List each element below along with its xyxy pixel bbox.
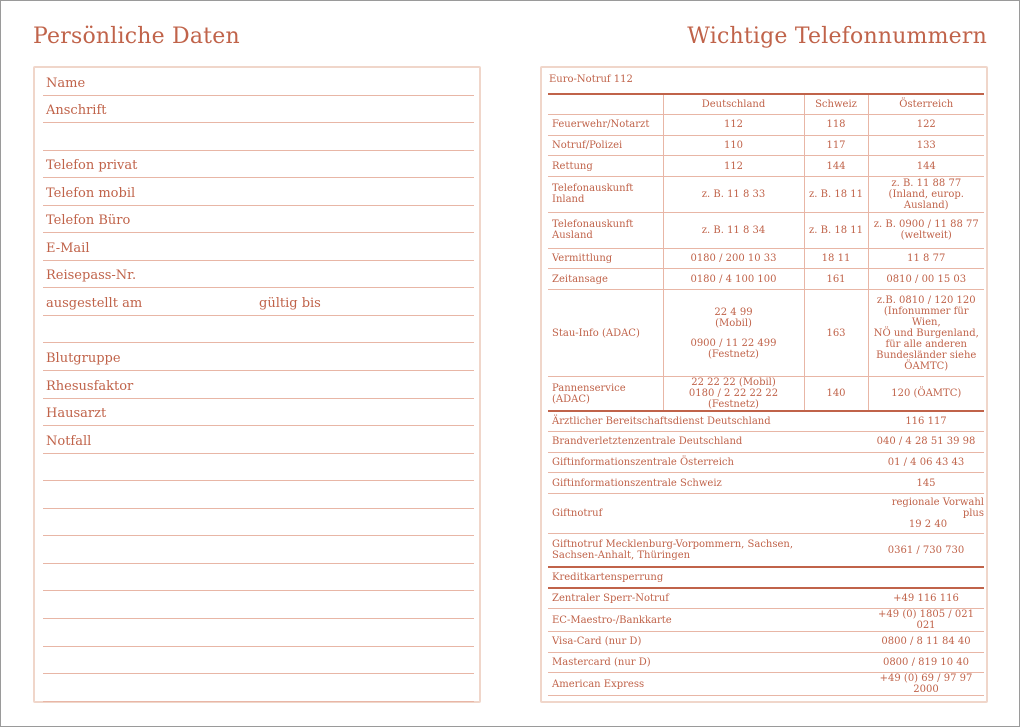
row-label: Mastercard (nur D) [548, 652, 868, 673]
form-line-label: Telefon mobil [46, 185, 136, 201]
form-line-label: Blutgruppe [46, 351, 121, 366]
cell-ch: 118 [804, 115, 868, 136]
header-cell [548, 94, 663, 115]
row-label: American Express [548, 673, 868, 696]
row-label: Giftinformationszentrale Schweiz [548, 473, 868, 494]
cell-at: 0810 / 00 15 03 [868, 269, 984, 290]
cell-ch: 163 [804, 290, 868, 377]
cell-de: 22 4 99 (Mobil) 0900 / 11 22 499 (Festnetz) [663, 290, 804, 377]
row-label: Giftinformationszentrale Österreich [548, 452, 868, 473]
row-label: Visa-Card (nur D) [548, 632, 868, 653]
table-row [548, 135, 984, 156]
row-label: EC-Maestro-/Bankkarte [548, 609, 868, 632]
form-line-label: Anschrift [46, 103, 107, 119]
cell-de: z. B. 11 8 34 [663, 212, 804, 248]
cell-ch: 161 [804, 269, 868, 290]
cell-de: 112 [663, 115, 804, 136]
table-row [548, 432, 984, 453]
table-row [548, 673, 984, 696]
right-page-title: Wichtige Telefonnummern [687, 24, 987, 49]
cell-at: 120 (ÖAMTC) [868, 377, 984, 412]
row-value: +49 116 116 [868, 588, 984, 609]
row-value: regionale Vorwahl plus 19 2 40 [868, 493, 984, 533]
table-row [548, 115, 984, 136]
cell-ch: 144 [804, 156, 868, 177]
cell-at: z.B. 0810 / 120 120 (Infonummer für Wien, NÖ und Burgenland, für alle anderen Bundesländer siehe ÖAMTC) [868, 290, 984, 377]
cell-at: 11 8 77 [868, 248, 984, 269]
form-line[interactable] [43, 68, 474, 96]
form-line[interactable] [43, 233, 474, 261]
form-line[interactable] [43, 316, 474, 344]
form-line[interactable] [43, 674, 474, 702]
form-line-label: ausgestellt am [46, 295, 143, 311]
table-row [548, 212, 984, 248]
cell-ch: 117 [804, 135, 868, 156]
form-line-label: Telefon Büro [46, 213, 131, 229]
table-row [548, 290, 984, 377]
row-value: +49 (0) 1805 / 021 021 [868, 609, 984, 632]
table-row [548, 269, 984, 290]
table-row [548, 473, 984, 494]
cell-de: 110 [663, 135, 804, 156]
cell-de: 0180 / 200 10 33 [663, 248, 804, 269]
table-row [548, 452, 984, 473]
form-line[interactable] [43, 536, 474, 564]
form-line-label: Telefon privat [46, 158, 138, 174]
row-value: 0361 / 730 730 [868, 533, 984, 567]
phone-table [548, 93, 984, 696]
form-line-label: Reisepass-Nr. [46, 268, 137, 284]
cell-at: z. B. 11 88 77 (Inland, europ. Ausland) [868, 176, 984, 212]
table-row [548, 156, 984, 177]
table-row [548, 632, 984, 653]
row-value: 040 / 4 28 51 39 98 [868, 432, 984, 453]
row-value: 116 117 [868, 411, 984, 432]
personal-data-form [33, 66, 481, 703]
kredit-heading: Kreditkartensperrung [548, 567, 984, 588]
cell-de: 0180 / 4 100 100 [663, 269, 804, 290]
form-line[interactable] [43, 426, 474, 454]
table-row [548, 652, 984, 673]
table-row [548, 533, 984, 567]
left-page-title: Persönliche Daten [33, 24, 240, 49]
header-cell: Schweiz [804, 94, 868, 115]
form-line[interactable] [43, 371, 474, 399]
form-line[interactable] [43, 564, 474, 592]
form-line[interactable] [43, 96, 474, 124]
form-line[interactable] [43, 151, 474, 179]
row-label: Giftnotruf [548, 493, 868, 533]
table-row [548, 377, 984, 412]
phone-numbers-box [540, 66, 988, 703]
cell-at: 133 [868, 135, 984, 156]
form-line[interactable] [43, 454, 474, 482]
row-label: Telefonauskunft Ausland [548, 212, 663, 248]
form-line[interactable] [43, 123, 474, 151]
form-line-label: Name [46, 75, 86, 91]
table-row [548, 609, 984, 632]
row-label: Brandverletztenzentrale Deutschland [548, 432, 868, 453]
row-label: Feuerwehr/Notarzt [548, 115, 663, 136]
row-value: +49 (0) 69 / 97 97 2000 [868, 673, 984, 696]
euro-notruf-heading: Euro-Notruf 112 [549, 74, 633, 85]
row-label: Rettung [548, 156, 663, 177]
kredit-heading-row [548, 567, 984, 588]
row-label: Notruf/Polizei [548, 135, 663, 156]
cell-ch: 140 [804, 377, 868, 412]
row-label: Ärztlicher Bereitschaftsdienst Deutschland [548, 411, 868, 432]
row-label: Zentraler Sperr-Notruf [548, 588, 868, 609]
row-label: Telefonauskunft Inland [548, 176, 663, 212]
table-header-row [548, 94, 984, 115]
form-line-label: Hausarzt [46, 406, 107, 422]
cell-at: z. B. 0900 / 11 88 77 (weltweit) [868, 212, 984, 248]
table-row [548, 493, 984, 533]
row-label: Zeitansage [548, 269, 663, 290]
header-cell: Deutschland [663, 94, 804, 115]
row-label: Pannenservice (ADAC) [548, 377, 663, 412]
header-cell: Österreich [868, 94, 984, 115]
form-line[interactable] [43, 481, 474, 509]
form-line-label: Rhesusfaktor [46, 378, 134, 394]
table-row [548, 588, 984, 609]
row-value: 01 / 4 06 43 43 [868, 452, 984, 473]
form-line-label: Notfall [46, 433, 92, 449]
cell-de: z. B. 11 8 33 [663, 176, 804, 212]
cell-ch: 18 11 [804, 248, 868, 269]
table-row [548, 411, 984, 432]
form-line[interactable] [43, 288, 474, 316]
form-line[interactable] [43, 591, 474, 619]
form-line[interactable] [43, 206, 474, 234]
row-value: 145 [868, 473, 984, 494]
row-label: Stau-Info (ADAC) [548, 290, 663, 377]
row-value: 0800 / 8 11 84 40 [868, 632, 984, 653]
form-line-label: E-Mail [46, 240, 90, 256]
cell-at: 144 [868, 156, 984, 177]
row-label: Vermittlung [548, 248, 663, 269]
table-row [548, 248, 984, 269]
row-value: 0800 / 819 10 40 [868, 652, 984, 673]
form-line[interactable] [43, 509, 474, 537]
cell-de: 112 [663, 156, 804, 177]
table-row [548, 176, 984, 212]
form-line[interactable] [43, 261, 474, 289]
cell-ch: z. B. 18 11 [804, 212, 868, 248]
form-line[interactable] [43, 178, 474, 206]
cell-at: 122 [868, 115, 984, 136]
form-line-label-secondary: gültig bis [259, 295, 321, 311]
row-label: Giftnotruf Mecklenburg-Vorpommern, Sachsen, Sachsen-Anhalt, Thüringen [548, 533, 868, 567]
cell-de: 22 22 22 (Mobil) 0180 / 2 22 22 22 (Festnetz) [663, 377, 804, 412]
form-line[interactable] [43, 647, 474, 675]
cell-ch: z. B. 18 11 [804, 176, 868, 212]
form-line[interactable] [43, 619, 474, 647]
form-line[interactable] [43, 399, 474, 427]
form-line[interactable] [43, 344, 474, 372]
